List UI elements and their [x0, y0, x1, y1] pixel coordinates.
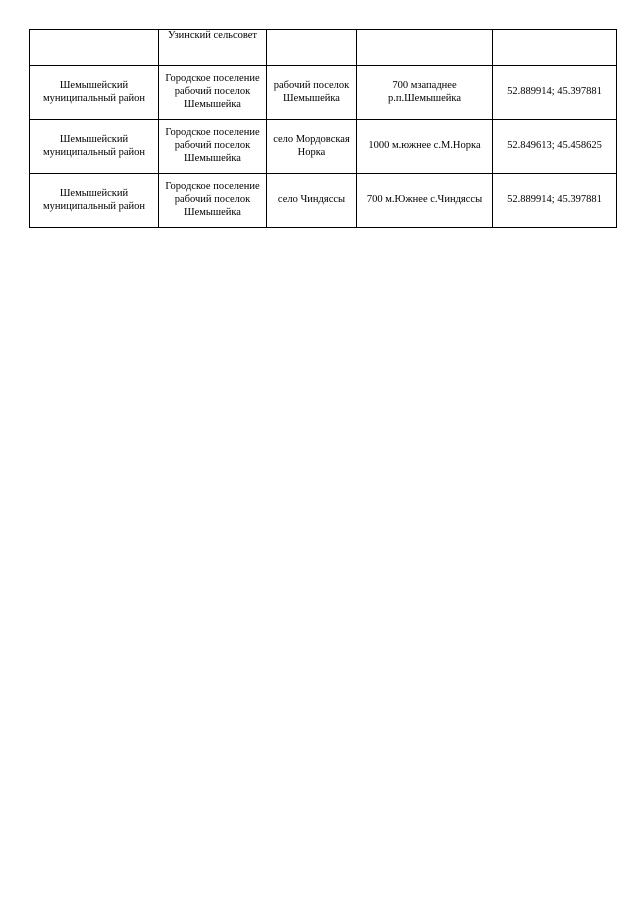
table-row [30, 30, 617, 66]
table-row [30, 174, 617, 228]
district-cell [30, 30, 159, 66]
settlement-cell: Узинский сельсовет [159, 30, 267, 66]
settlement-cell: Городское поселение рабочий поселок Шемышейка [159, 174, 267, 228]
locality-cell: село Чиндяссы [267, 174, 357, 228]
table-row [30, 120, 617, 174]
location-cell: 700 м.Южнее с.Чиндяссы [357, 174, 493, 228]
coordinates-cell [493, 30, 617, 66]
locality-cell: село Мордовская Норка [267, 120, 357, 174]
sites-table [29, 29, 617, 228]
coordinates-cell: 52.849613; 45.458625 [493, 120, 617, 174]
location-cell: 700 мзападнее р.п.Шемышейка [357, 66, 493, 120]
district-cell: Шемышейский муниципальный район [30, 120, 159, 174]
locality-cell: рабочий поселок Шемышейка [267, 66, 357, 120]
location-cell [357, 30, 493, 66]
locality-cell [267, 30, 357, 66]
settlement-cell: Городское поселение рабочий поселок Шемышейка [159, 66, 267, 120]
coordinates-cell: 52.889914; 45.397881 [493, 66, 617, 120]
table-row [30, 66, 617, 120]
location-cell: 1000 м.южнее с.М.Норка [357, 120, 493, 174]
coordinates-cell: 52.889914; 45.397881 [493, 174, 617, 228]
settlement-cell: Городское поселение рабочий поселок Шемышейка [159, 120, 267, 174]
district-cell: Шемышейский муниципальный район [30, 174, 159, 228]
district-cell: Шемышейский муниципальный район [30, 66, 159, 120]
